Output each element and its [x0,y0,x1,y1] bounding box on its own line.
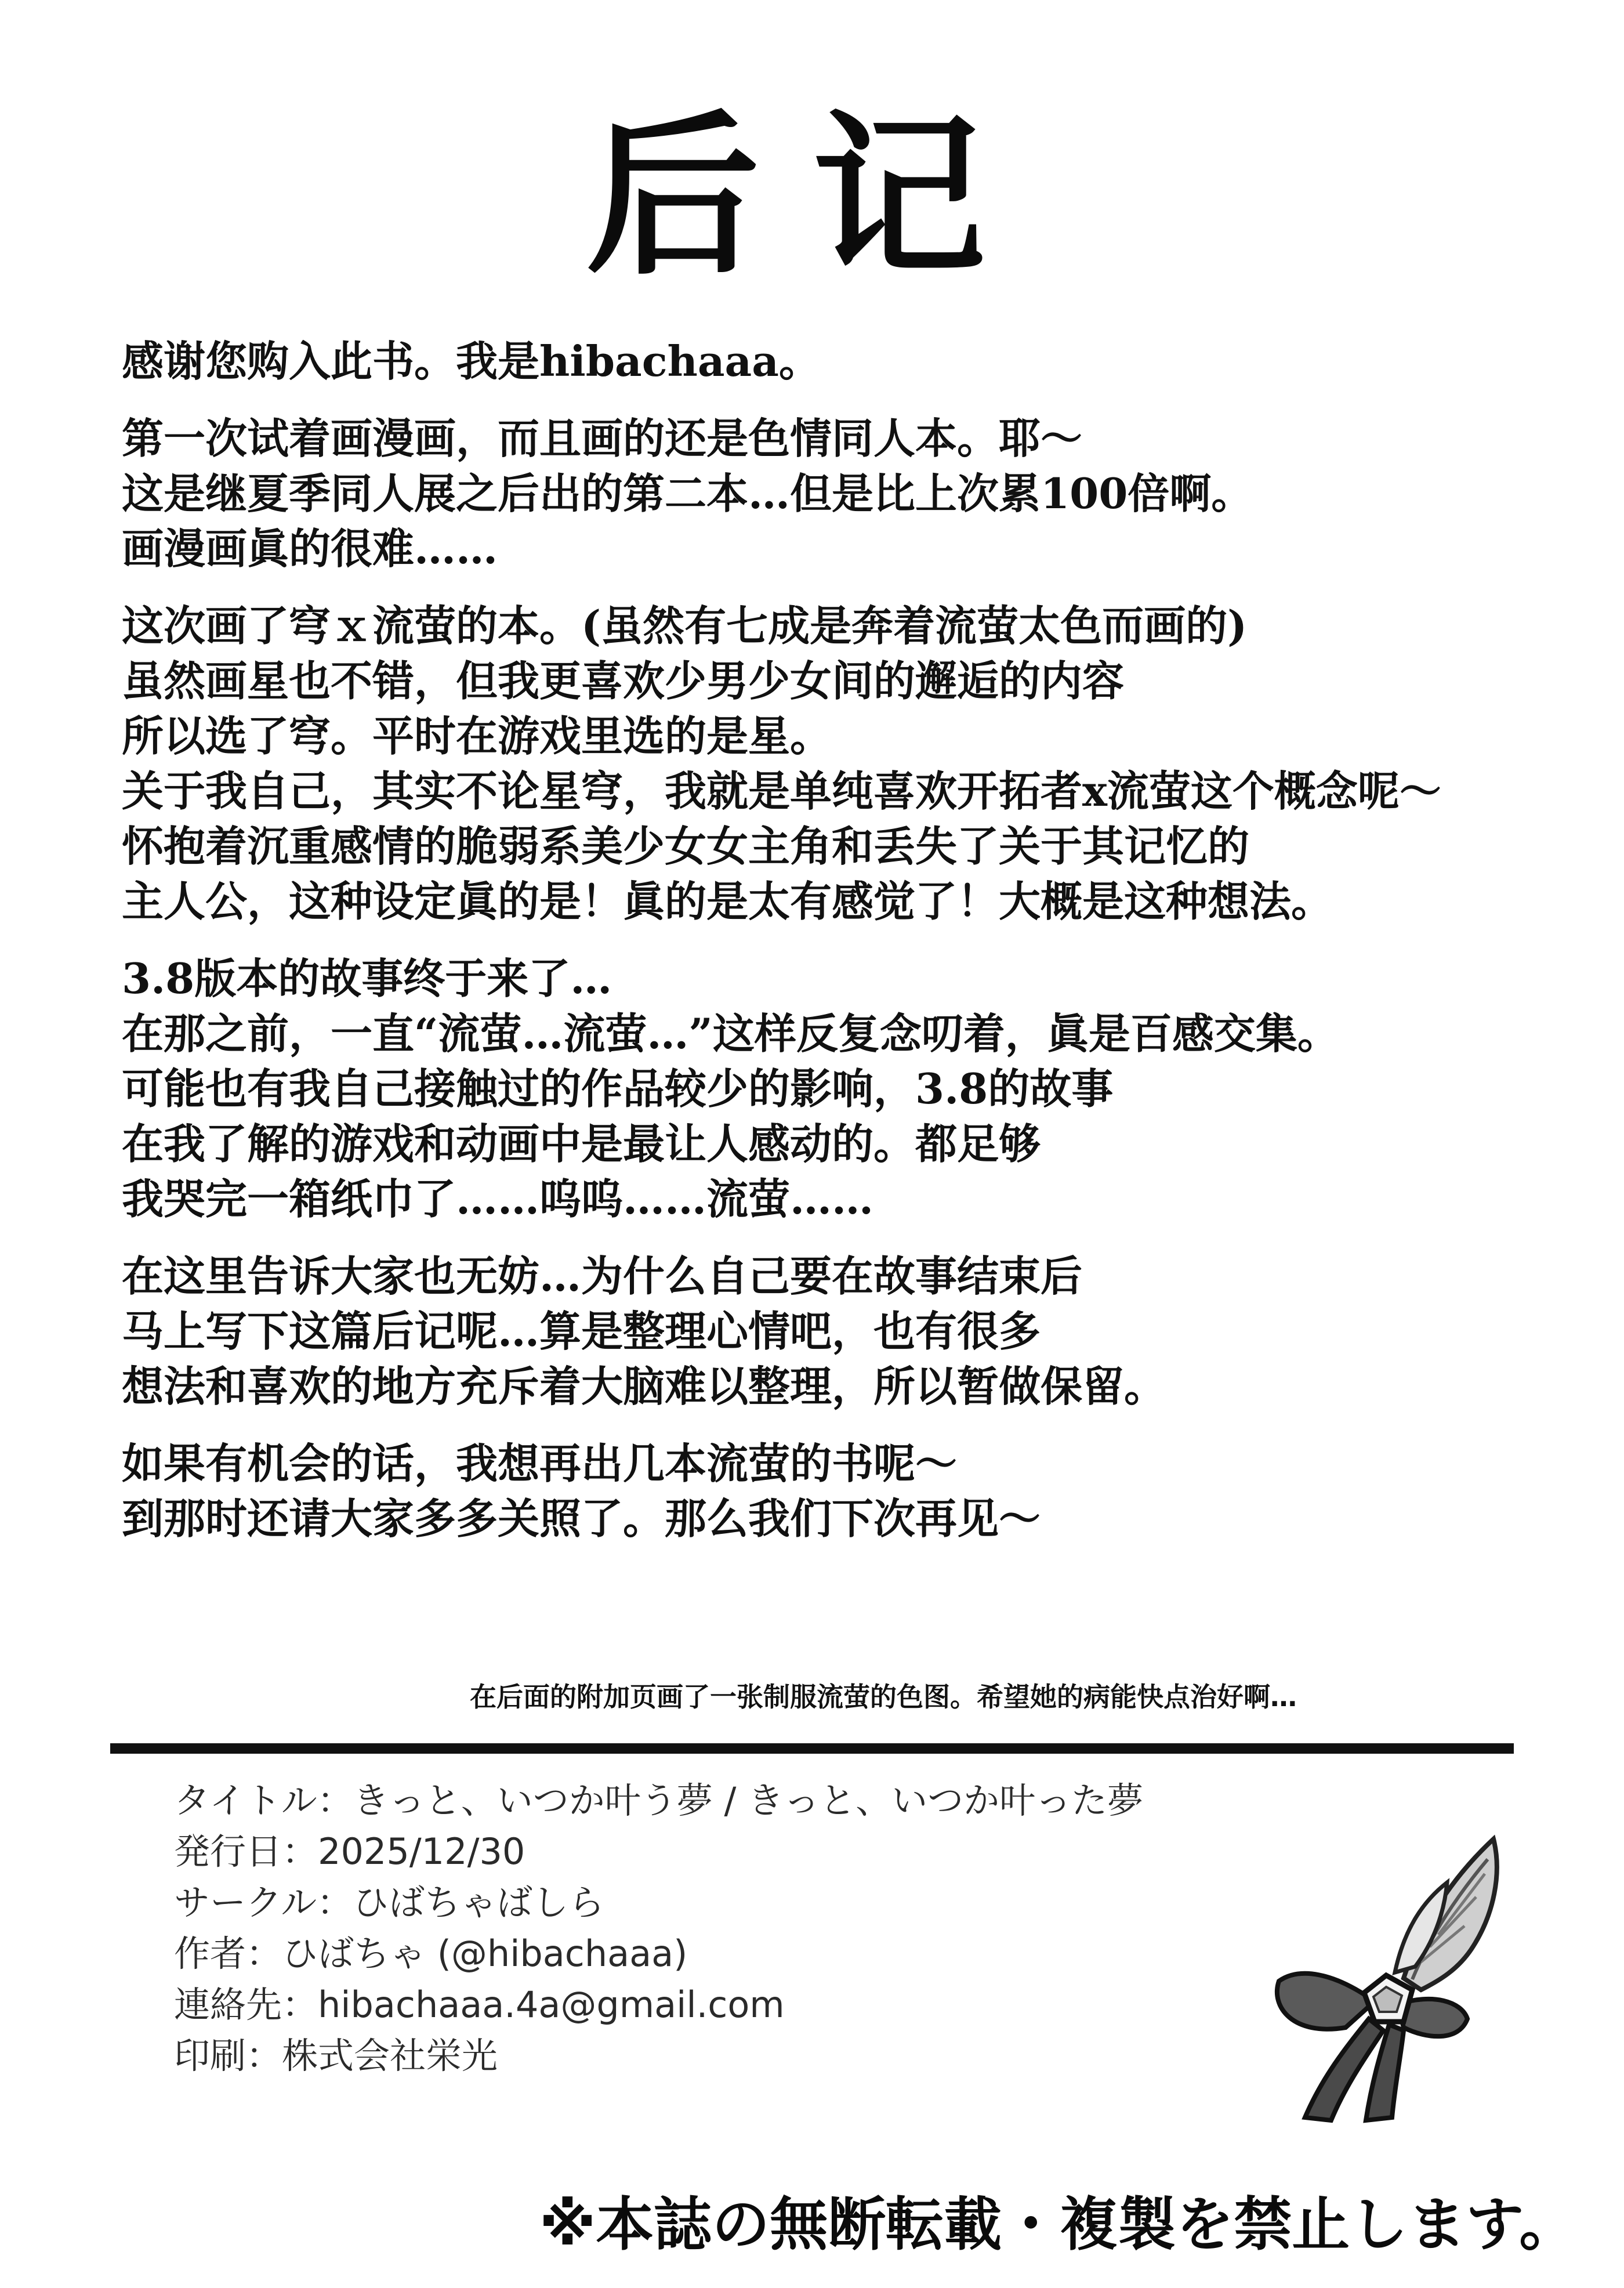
paragraph-4 [122,951,1549,1226]
page-title: 后记 [586,96,1038,298]
text-line: 所以选了穹。平时在游戏里选的是星。 [122,711,832,761]
colophon-author: 作者：ひばちゃ (@hibachaaa) [174,1932,688,1975]
text-line: 主人公，这种设定眞的是！眞的是太有感觉了！大概是这种想法。 [122,877,1333,926]
text-line: 第一次试着画漫画，而且画的还是色情同人本。耶～ [122,414,1083,463]
section-divider [110,1743,1514,1754]
bonus-page-note: 在后面的附加页画了一张制服流萤的色图。希望她的病能快点治好啊… [470,1681,1297,1713]
colophon-circle: サークル：ひばちゃばしら [174,1881,605,1924]
afterword-body [122,334,1549,1568]
text-line: 3.8版本的故事终于来了… [122,954,612,1003]
paragraph-2 [122,411,1549,576]
colophon-title: タイトル：きっと、いつか叶う夢 / きっと、いつか叶った夢 [174,1779,1144,1822]
colophon-contact: 連絡先：hibachaaa.4a@gmail.com [174,1983,785,2026]
text-line: 我哭完一箱纸巾了……呜呜……流萤…… [122,1174,874,1223]
colophon-printer: 印刷：株式会社栄光 [174,2034,498,2077]
paragraph-1 [122,334,1549,389]
text-line: 在这里告诉大家也无妨…为什么自己要在故事结束后 [122,1251,1083,1301]
text-line: 画漫画眞的很难…… [122,524,498,573]
text-line: 这是继夏季同人展之后出的第二本…但是比上次累100倍啊。 [122,469,1253,518]
paragraph-6 [122,1436,1549,1546]
text-line: 在我了解的游戏和动画中是最让人感动的。都足够 [122,1119,1041,1168]
text-line: 到那时还请大家多多关照了。那么我们下次再见～ [122,1494,1041,1543]
text-line: 虽然画星也不错，但我更喜欢少男少女间的邂逅的内容 [122,656,1125,705]
paragraph-3 [122,598,1549,929]
paragraph-5 [122,1248,1549,1414]
text-line: 这次画了穹ｘ流萤的本。(虽然有七成是奔着流萤太色而画的) [122,601,1248,650]
reproduction-warning: ※本誌の無断転載・複製を禁止します。 [539,2191,1578,2258]
text-line: 可能也有我自己接触过的作品较少的影响，3.8的故事 [122,1064,1114,1113]
text-line: 怀抱着沉重感情的脆弱系美少女女主角和丢失了关于其记忆的 [122,821,1250,871]
text-line: 如果有机会的话，我想再出几本流萤的书呢～ [122,1439,958,1488]
text-line: 感谢您购入此书。我是hibachaaa。 [122,336,821,386]
text-line: 在那之前，一直“流萤…流萤…”这样反复念叨着，眞是百感交集。 [122,1009,1339,1058]
colophon [174,1775,1276,2081]
ribbon-feather-hairpin-icon [1230,1827,1531,2129]
text-line: 想法和喜欢的地方充斥着大脑难以整理，所以暂做保留。 [122,1362,1166,1411]
colophon-date: 発行日：2025/12/30 [174,1830,525,1873]
text-line: 马上写下这篇后记呢…算是整理心情吧，也有很多 [122,1306,1041,1356]
text-line: 关于我自己，其实不论星穹，我就是单纯喜欢开拓者x流萤这个概念呢～ [122,766,1441,816]
